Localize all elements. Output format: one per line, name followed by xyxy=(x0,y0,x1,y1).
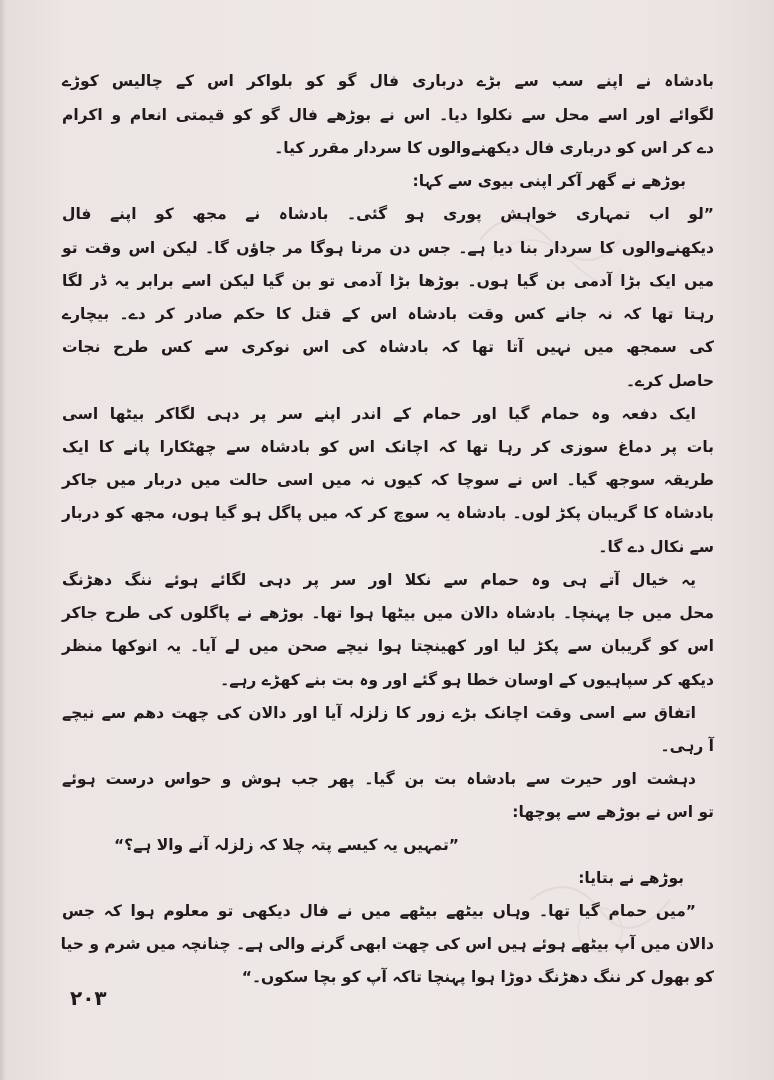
text-line: دیکھنےوالوں کا سردار بنا دیا ہے۔ جس دن مرنا ہوگا مر جاؤں گا۔ لیکن اس وقت تو xyxy=(62,239,714,257)
text-line: یہ خیال آتے ہی وہ حمام سے نکلا اور سر پر دہی لگائے ہوئے ننگ دھڑنگ xyxy=(62,571,696,589)
text-line: ”میں حمام گیا تھا۔ وہاں بیٹھے بیٹھے میں نے فال دیکھی تو معلوم ہوا کہ جس xyxy=(62,902,696,920)
text-line: رہتا تھا کہ نہ جانے کس وقت بادشاہ اس کے قتل کا حکم صادر کر دے۔ بیچارے xyxy=(62,305,714,323)
text-line: کی سمجھ میں نہیں آتا تھا کہ بادشاہ کی اس نوکری سے کس طرح نجات xyxy=(62,338,714,356)
text-line: دہشت اور حیرت سے بادشاہ بت بن گیا۔ پھر جب ہوش و حواس درست ہوئے xyxy=(62,770,696,788)
text-line: ”تمہیں یہ کیسے پتہ چلا کہ زلزلہ آنے والا ہے؟“ xyxy=(113,836,459,854)
text-line: سے نکال دے گا۔ xyxy=(598,538,714,556)
text-line: بادشاہ کا گریبان پکڑ لوں۔ بادشاہ یہ سوچ کر کہ میں پاگل ہو گیا ہوں، مجھ کو دربار xyxy=(62,504,714,522)
text-line: محل میں جا پہنچا۔ بادشاہ دالان میں بیٹھا ہوا تھا۔ بوڑھے نے پاگلوں کی طرح جاکر xyxy=(62,604,714,622)
text-line: اس کو گریبان سے پکڑ لیا اور کھینچتا ہوا نیچے صحن میں لے آیا۔ یہ انوکھا منظر xyxy=(62,637,714,655)
text-line: دیکھ کر سپاہیوں کے اوسان خطا ہو گئے اور وہ بت بنے کھڑے رہے۔ xyxy=(220,671,714,689)
text-line: بوڑھے نے گھر آکر اپنی بیوی سے کہا: xyxy=(412,172,686,190)
text-line: بادشاہ نے اپنے سب سے بڑے درباری فال گو کو بلواکر اس کے چالیس کوڑے xyxy=(62,72,714,90)
text-line: کو بھول کر ننگ دھڑنگ دوڑا ہوا پہنچا تاکہ آپ کو بچا سکوں۔“ xyxy=(241,968,714,986)
text-line: بات پر دماغ سوزی کر رہا تھا کہ اچانک اس کو بادشاہ سے چھٹکارا پانے کا ایک xyxy=(62,438,714,456)
text-line: دے کر اس کو درباری فال دیکھنےوالوں کا سردار مقرر کیا۔ xyxy=(274,139,714,157)
text-line: تو اس نے بوڑھے سے پوچھا: xyxy=(512,803,714,821)
text-line: طریقہ سوجھ گیا۔ اس نے سوچا کہ کیوں نہ میں اسی حالت میں دربار میں جاکر xyxy=(62,471,714,489)
text-line: دالان میں آپ بیٹھے ہوئے ہیں اس کی چھت ابھی گرنے والی ہے۔ چنانچہ میں شرم و حیا xyxy=(60,935,714,953)
text-line: آ رہی۔ xyxy=(660,737,714,755)
page-number: ۲۰۳ xyxy=(70,986,107,1010)
page-edge-shadow xyxy=(0,0,6,1080)
text-line: میں ایک بڑا آدمی بن گیا ہوں۔ بوڑھا بڑا آدمی تو بن گیا لیکن اسے برابر یہ ڈر لگا xyxy=(62,272,714,290)
text-line: لگوائے اور اسے محل سے نکلوا دیا۔ اس نے بوڑھے فال گو کو قیمتی انعام و اکرام xyxy=(62,106,714,124)
text-line: حاصل کرے۔ xyxy=(625,372,714,390)
text-line: ”لو اب تمہاری خواہش پوری ہو گئی۔ بادشاہ نے مجھ کو اپنے فال xyxy=(62,205,714,223)
text-line: اتفاق سے اسی وقت اچانک بڑے زور کا زلزلہ آیا اور دالان کی چھت دھم سے نیچے xyxy=(62,704,696,722)
text-line: بوڑھے نے بتایا: xyxy=(578,869,684,887)
text-line: ایک دفعہ وہ حمام گیا اور حمام کے اندر اپنے سر پر دہی لگاکر بیٹھا اسی xyxy=(62,405,696,423)
